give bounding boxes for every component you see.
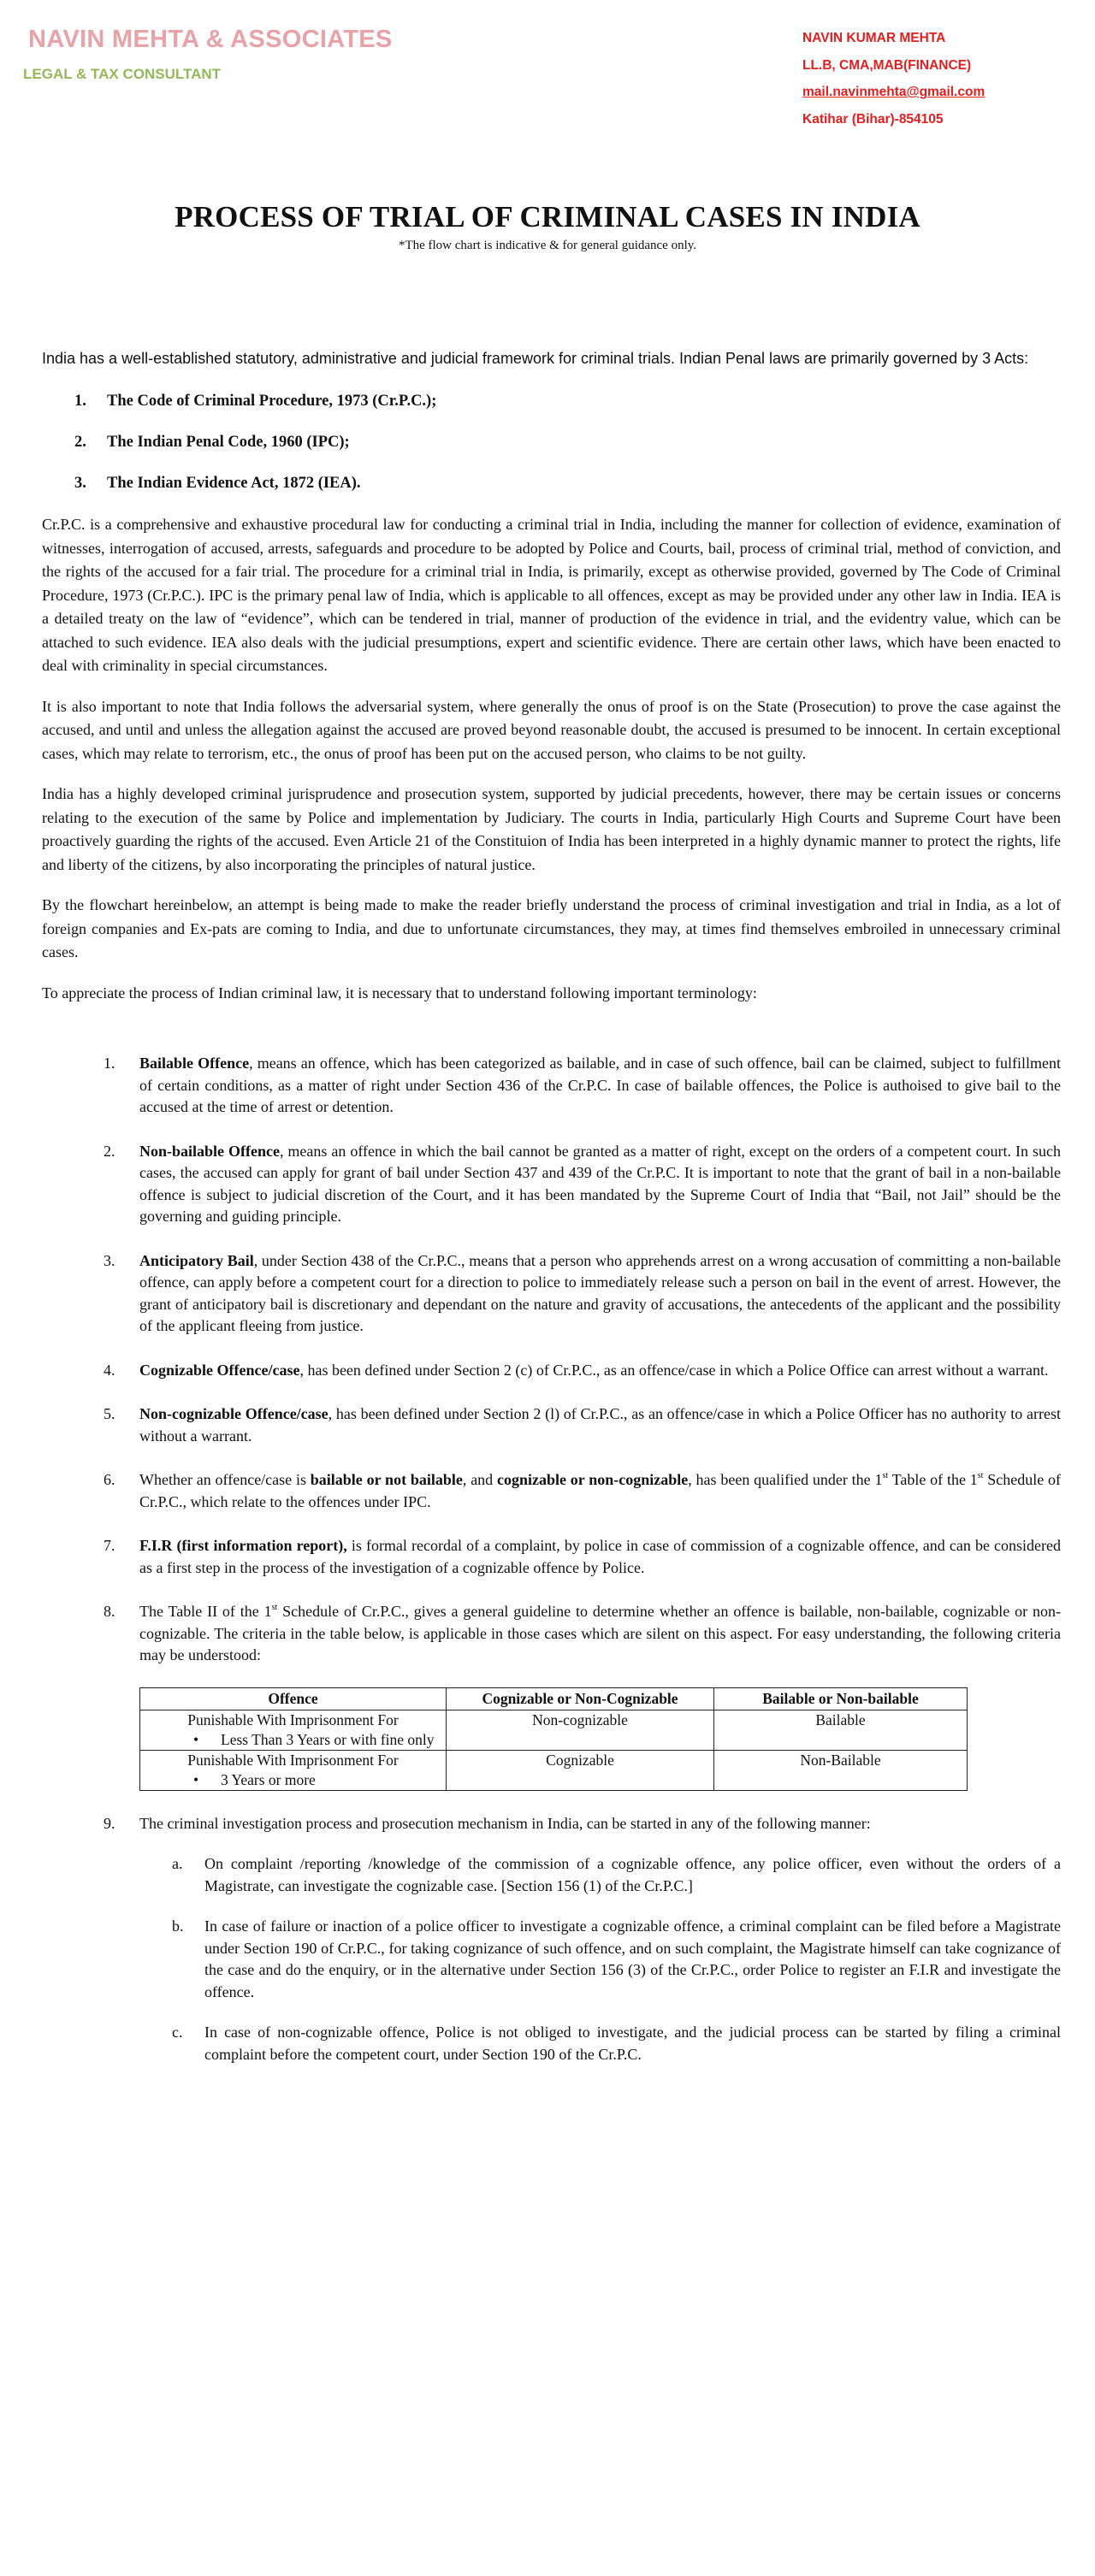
sub-list-item <box>172 1916 1061 2003</box>
term-number: 9. <box>104 1814 115 1832</box>
table-cell-bailable: Bailable <box>714 1710 968 1750</box>
term-number: 3. <box>104 1251 115 1269</box>
offence-bullet: • 3 Years or more <box>145 1770 441 1790</box>
term-item <box>104 1053 1061 1119</box>
act-text: The Indian Evidence Act, 1872 (IEA). <box>107 475 361 492</box>
term-number: 5. <box>104 1405 115 1422</box>
sub-list-item <box>172 2022 1061 2065</box>
term-text: Whether an offence/case is <box>139 1471 311 1488</box>
term-name: Bailable Offence <box>139 1055 250 1072</box>
acts-list-item <box>42 472 1061 495</box>
term-name: Cognizable Offence/case <box>139 1361 300 1379</box>
term-number: 2. <box>104 1142 115 1160</box>
term-definition: , has been defined under Section 2 (l) of Cr.P.C., as an offence/case in which a Police Officer has no authority to arrest without a warrant. <box>139 1405 1061 1445</box>
term-emphasis: bailable or not bailable <box>310 1471 463 1488</box>
term-item <box>104 1141 1061 1228</box>
act-number: 3. <box>74 475 86 492</box>
document-body <box>42 342 1061 2088</box>
term-definition: , means an offence, which has been categorized as bailable, and in case of such offence, bail can be claimed, subject to fulfillment of certain conditions, as a matter of right under Section 436 of the Cr.P.C. In case of bailable offences, the Police is authoised to give bail to the accused at the time of arrest or detention. <box>139 1055 1061 1115</box>
term-text: , and <box>462 1471 497 1488</box>
act-number: 1. <box>74 393 86 410</box>
sub-list-item <box>172 1853 1061 1897</box>
body-paragraph: By the flowchart hereinbelow, an attempt is being made to make the reader briefly understand the process of criminal investigation and trial in India, as a lot of foreign companies and Ex-pats are coming to India, and due to unfortunate circumstances, they may, at times find themselves embroiled in unnecessary criminal cases. <box>42 896 1061 960</box>
term-name: Non-cognizable Offence/case <box>139 1405 328 1422</box>
table-cell-offence <box>140 1710 447 1750</box>
table-row <box>140 1750 968 1790</box>
sub-letter: b. <box>172 1917 184 1935</box>
act-text: The Code of Criminal Procedure, 1973 (Cr.P.C.); <box>107 393 437 410</box>
term-text: Schedule of Cr.P.C., which relate to the offences under IPC. <box>139 1471 1061 1510</box>
table-row <box>140 1710 968 1750</box>
body-paragraph: Cr.P.C. is a comprehensive and exhaustive procedural law for conducting a criminal trial in India, including the manner for collection of evidence, examination of witnesses, interrogation of accused, arrests, safeguards and procedure to be adopted by Police and Courts, bail, process of criminal trial, method of conviction, and the rights of the accused for a fair trial. The procedure for a criminal trial in India, is primarily, except as otherwise provided, governed by The Code of Criminal Procedure, 1973 (Cr.P.C.). IPC is the primary penal law of India, which is applicable to all offences, except as may be provided under any other law in India. IEA is a detailed treaty on the law of “evidence”, which can be tendered in trial, manner of production of the evidence in trial, and the evidentry value, which can be attached to such evidence. IEA also deals with the judicial presumptions, expert and scientific evidence. There are certain other laws, which have been enacted to deal with criminality in special circumstances. <box>42 516 1061 674</box>
term-emphasis: cognizable or non-cognizable <box>496 1471 689 1488</box>
term-name: F.I.R (first information report), <box>139 1537 347 1554</box>
term-number: 1. <box>104 1055 115 1072</box>
ordinal-suffix: st <box>271 1603 278 1612</box>
body-paragraph: India has a highly developed criminal jurisprudence and prosecution system, supported by judicial precedents, however, there may be certain issues or concerns relating to the execution of the same by Police and implementation by Judiciary. The courts in India, particularly High Courts and Supreme Court have been proactively guarding the rights of the accused. Even Article 21 of the Constituion of India has been interpreted in a highly dynamic manner to protect the rights, life and liberty of the citizens, by also incorporating the principles of natural justice. <box>42 785 1061 873</box>
term-definition: is formal recordal of a complaint, by police in case of commission of a cognizable offence, and can be considered as a first step in the process of the investigation of a cognizable offence by Police. <box>139 1537 1061 1576</box>
document-subtitle: *The flow chart is indicative & for general guidance only. <box>398 239 697 252</box>
offence-bullets <box>145 1770 441 1790</box>
document-title: PROCESS OF TRIAL OF CRIMINAL CASES IN INDIA <box>175 200 920 233</box>
term-number: 7. <box>104 1537 115 1554</box>
term-item <box>104 1813 1061 2066</box>
contact-email-link[interactable]: mail.navinmehta@gmail.com <box>802 85 986 99</box>
table-header: Cognizable or Non-Cognizable <box>447 1687 714 1710</box>
term-number: 8. <box>104 1603 115 1620</box>
act-number: 2. <box>74 434 86 451</box>
criteria-table <box>139 1687 968 1791</box>
sub-letter: c. <box>172 2024 183 2041</box>
contact-name: NAVIN KUMAR MEHTA <box>802 31 946 45</box>
term-text: , has been qualified under the 1 <box>688 1471 883 1488</box>
term-item <box>104 1469 1061 1513</box>
act-text: The Indian Penal Code, 1960 (IPC); <box>107 434 350 451</box>
contact-qualifications: LL.B, CMA,MAB(FINANCE) <box>802 57 972 73</box>
term-item <box>104 1403 1061 1447</box>
table-header: Offence <box>140 1687 447 1710</box>
offence-bullet: • Less Than 3 Years or with fine only <box>145 1730 441 1750</box>
term-item <box>104 1250 1061 1338</box>
term-item <box>104 1360 1061 1382</box>
term-definition: , means an offence in which the bail cannot be granted as a matter of right, except on the orders of a competent court. In such cases, the accused can apply for grant of bail under Section 437 and 439 of the Cr.P.C. It is important to note that the grant of bail in a non-bailable offence is subject to judicial discretion of the Court, and it has been mandated by the Supreme Court of India that “Bail, not Jail” should be the governing and guiding principle. <box>139 1142 1061 1225</box>
table-cell-cognizable: Non-cognizable <box>447 1710 714 1750</box>
terminology-lead: To appreciate the process of Indian criminal law, it is necessary that to understand following important terminology: <box>42 984 757 1001</box>
term-text: Table of the 1 <box>888 1471 978 1488</box>
term-name: Non-bailable Offence <box>139 1142 280 1160</box>
offence-heading: Punishable With Imprisonment For <box>187 1710 399 1728</box>
table-cell-bailable: Non-Bailable <box>714 1750 968 1790</box>
sub-text: In case of failure or inaction of a police officer to investigate a cognizable offence, a criminal complaint can be filed before a Magistrate under Section 190 of Cr.P.C., for taking cognizance of such offence, and on such complaint, the Magistrate himself can take cognizance of the case and do the enquiry, or in the alternative under Section 156 (3) of the Cr.P.C., order Police to register an F.I.R and investigate the offence. <box>204 1917 1061 2000</box>
contact-block <box>802 25 985 133</box>
term-definition: , has been defined under Section 2 (c) of Cr.P.C., as an offence/case in which a Police Office can arrest without a warrant. <box>299 1361 1049 1379</box>
firm-tagline: LEGAL & TAX CONSULTANT <box>23 66 222 82</box>
table-header-row <box>140 1687 968 1710</box>
ordinal-suffix: st <box>977 1471 984 1480</box>
terminology-list <box>42 1053 1061 2065</box>
term-text: Schedule of Cr.P.C., gives a general guideline to determine whether an offence is bailable, non-bailable, cognizable or non-cognizable. The criteria in the table below, is applicable in those cases which are silent on this aspect. For easy understanding, the following criteria may be understood: <box>139 1603 1061 1663</box>
sub-text: On complaint /reporting /knowledge of the commission of a cognizable offence, any police officer, even without the orders of a Magistrate, can investigate the cognizable case. [Section 156 (1) of the Cr.P.C.] <box>204 1855 1061 1894</box>
firm-name: NAVIN MEHTA & ASSOCIATES <box>28 26 393 53</box>
offence-heading: Punishable With Imprisonment For <box>187 1751 399 1769</box>
offence-bullets <box>145 1730 441 1750</box>
table-cell-offence <box>140 1750 447 1790</box>
term-item <box>104 1535 1061 1579</box>
term-number: 4. <box>104 1361 115 1379</box>
term-name: Anticipatory Bail <box>139 1251 254 1269</box>
body-paragraph: It is also important to note that India follows the adversarial system, where generally the onus of proof is on the State (Prosecution) to prove the case against the accused, and until and unless the allegation against the accused are proved beyond reasonable doubt, the accused is presumed to be innocent. In certain exceptional cases, which may relate to terrorism, etc., the onus of proof has been put on the accused person, who claims to be not guilty. <box>42 697 1061 762</box>
term-number: 6. <box>104 1471 115 1488</box>
term-definition: , under Section 438 of the Cr.P.C., means that a person who apprehends arrest on a wrong accusation of committing a non-bailable offence, can apply before a competent court for a direction to police to immediately release such a person on bail in the event of arrest. However, the grant of anticipatory bail is discretionary and dependant on the nature and gravity of accusations, the antecedents of the applicant and the possibility of the applicant fleeing from justice. <box>139 1251 1061 1334</box>
acts-list-item <box>42 431 1061 454</box>
term-text: The Table II of the 1 <box>139 1603 272 1620</box>
acts-list-item <box>42 390 1061 413</box>
ordinal-suffix: st <box>882 1471 889 1480</box>
term-text: The criminal investigation process and prosecution mechanism in India, can be started in any of the following manner: <box>139 1814 871 1832</box>
table-cell-cognizable: Cognizable <box>447 1750 714 1790</box>
acts-list <box>42 390 1061 495</box>
sub-letter: a. <box>172 1855 183 1872</box>
sub-text: In case of non-cognizable offence, Police is not obliged to investigate, and the judicial process can be started by filing a criminal complaint before the competent court, under Section 190 of the Cr.P.C. <box>204 2024 1061 2063</box>
table-header: Bailable or Non-bailable <box>714 1687 968 1710</box>
intro-paragraph: India has a well-established statutory, administrative and judicial framework for criminal trials. Indian Penal laws are primarily governed by 3 Acts: <box>42 350 1029 367</box>
term-item <box>104 1601 1061 1791</box>
sub-list <box>139 1853 1061 2065</box>
contact-address: Katihar (Bihar)-854105 <box>802 111 944 127</box>
